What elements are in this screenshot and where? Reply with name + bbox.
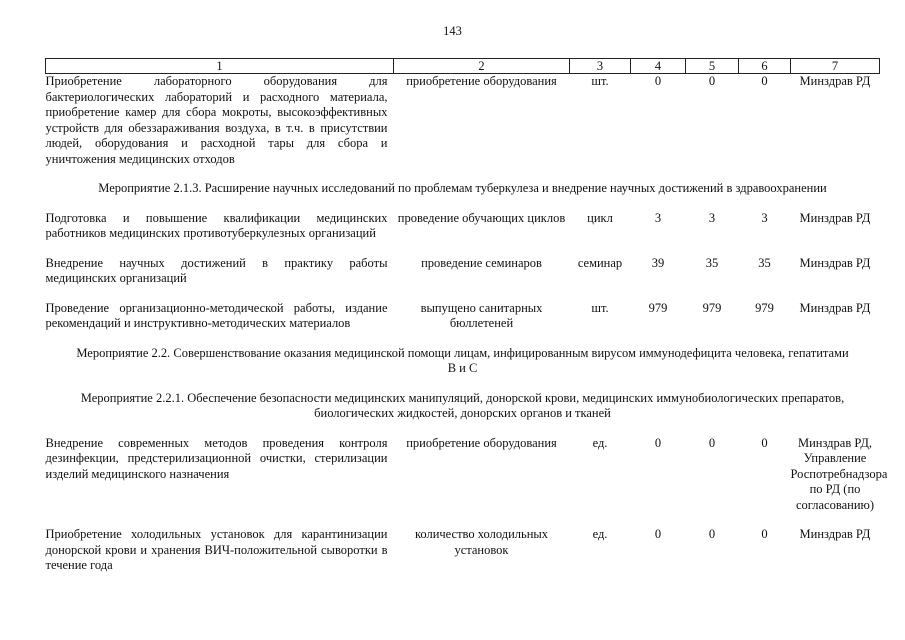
row-indicator: приобретение оборудования	[406, 74, 557, 88]
row-value-2: 0	[708, 74, 716, 88]
page-number: 143	[443, 24, 462, 38]
row-value-3: 979	[755, 300, 774, 315]
row-unit: шт.	[591, 74, 609, 88]
spacer-row	[46, 377, 880, 391]
row-value-1: 979	[648, 300, 668, 315]
row-executor: Минздрав РД	[799, 210, 871, 225]
section-heading-row	[46, 346, 880, 377]
row-value-1: 39	[651, 255, 665, 270]
spacer-row	[46, 287, 880, 301]
table-row	[46, 436, 880, 514]
row-description: Проведение организационно-методической работы, издание рекомендаций и инструктивно-методических материалов	[45, 300, 388, 330]
measures-table	[45, 58, 888, 574]
row-value-1: 0	[654, 74, 662, 88]
spacer-row	[46, 422, 880, 436]
column-number-header	[46, 59, 880, 74]
row-value-2: 0	[708, 435, 716, 450]
spacer-row	[46, 242, 880, 256]
row-description: Внедрение современных методов проведения контроля дезинфекции, предстерилизационной очистки, стерилизации изделий медицинского назначения	[45, 435, 388, 481]
row-value-3: 0	[761, 74, 768, 88]
table-row	[46, 527, 880, 574]
table-row	[46, 256, 880, 287]
row-unit: ед.	[592, 435, 608, 450]
row-description: Приобретение лабораторного оборудования для бактериологических лабораторий и расходного материала, приобретение камер для сбора мокроты, высокоэффективных устройств для обеззараживания воздуха, в т.ч. в присутствии людей, оборудования и расходной тары для сбора и уничтожения медицинских отходов	[45, 74, 388, 166]
row-value-3: 0	[761, 527, 768, 541]
section-heading-row	[46, 181, 880, 197]
spacer-row	[46, 513, 880, 527]
row-description: Внедрение научных достижений в практику работы медицинских организаций	[45, 255, 388, 285]
row-unit: ед.	[592, 527, 608, 541]
col-header-1: 1	[46, 59, 394, 74]
row-executor: Минздрав РД	[799, 527, 871, 541]
section-heading-row	[46, 391, 880, 422]
spacer-row	[46, 167, 880, 181]
col-header-4: 4	[631, 59, 686, 74]
section-heading-2-2: Мероприятие 2.2. Совершенствование оказания медицинской помощи лицам, инфицированным вирусом иммунодефицита человека, гепатитами В и С	[76, 345, 849, 375]
row-unit: цикл	[587, 210, 613, 225]
row-executor: Минздрав РД	[799, 74, 871, 88]
table-row	[46, 74, 880, 168]
row-indicator: проведение семинаров	[421, 255, 542, 270]
row-indicator: приобретение оборудования	[406, 435, 557, 450]
col-header-3: 3	[570, 59, 631, 74]
row-indicator: проведение обучающих циклов	[397, 210, 566, 225]
table-row	[46, 301, 880, 332]
row-description: Приобретение холодильных установок для карантинизации донорской крови и хранения ВИЧ-положительной сыворотки в течение года	[45, 527, 388, 572]
row-value-1: 3	[654, 210, 662, 225]
row-value-3: 35	[758, 255, 771, 270]
row-executor: Минздрав РД	[799, 300, 871, 315]
row-value-3: 0	[761, 435, 768, 450]
row-value-1: 0	[654, 435, 662, 450]
row-value-2: 979	[702, 300, 722, 315]
row-value-2: 3	[708, 210, 716, 225]
spacer-row	[46, 197, 880, 211]
section-heading-2-2-1: Мероприятие 2.2.1. Обеспечение безопасности медицинских манипуляций, донорской крови, медицинских иммунобиологических препаратов, биологических жидкостей, донорских органов и тканей	[80, 390, 845, 420]
row-executor: Минздрав РД, Управление Роспотребнадзора по РД (по согласованию)	[790, 435, 888, 512]
row-executor: Минздрав РД	[799, 255, 871, 270]
row-indicator: выпущено санитарных бюллетеней	[420, 300, 543, 330]
row-indicator: количество холодильных установок	[414, 527, 549, 557]
spacer-row	[46, 332, 880, 346]
col-header-6: 6	[739, 59, 791, 74]
row-unit: шт.	[591, 300, 609, 315]
row-description: Подготовка и повышение квалификации медицинских работников медицинских противотуберкулезных организаций	[45, 210, 388, 240]
row-unit: семинар	[577, 255, 623, 270]
table-row	[46, 211, 880, 242]
col-header-5: 5	[686, 59, 739, 74]
section-heading-2-1-3: Мероприятие 2.1.3. Расширение научных исследований по проблемам туберкулеза и внедрение научных достижений в здравоохранении	[98, 181, 827, 195]
col-header-2: 2	[394, 59, 570, 74]
row-value-2: 0	[708, 527, 716, 541]
row-value-2: 35	[705, 255, 719, 270]
row-value-1: 0	[654, 527, 662, 541]
row-value-3: 3	[761, 210, 768, 225]
col-header-7: 7	[791, 59, 880, 74]
